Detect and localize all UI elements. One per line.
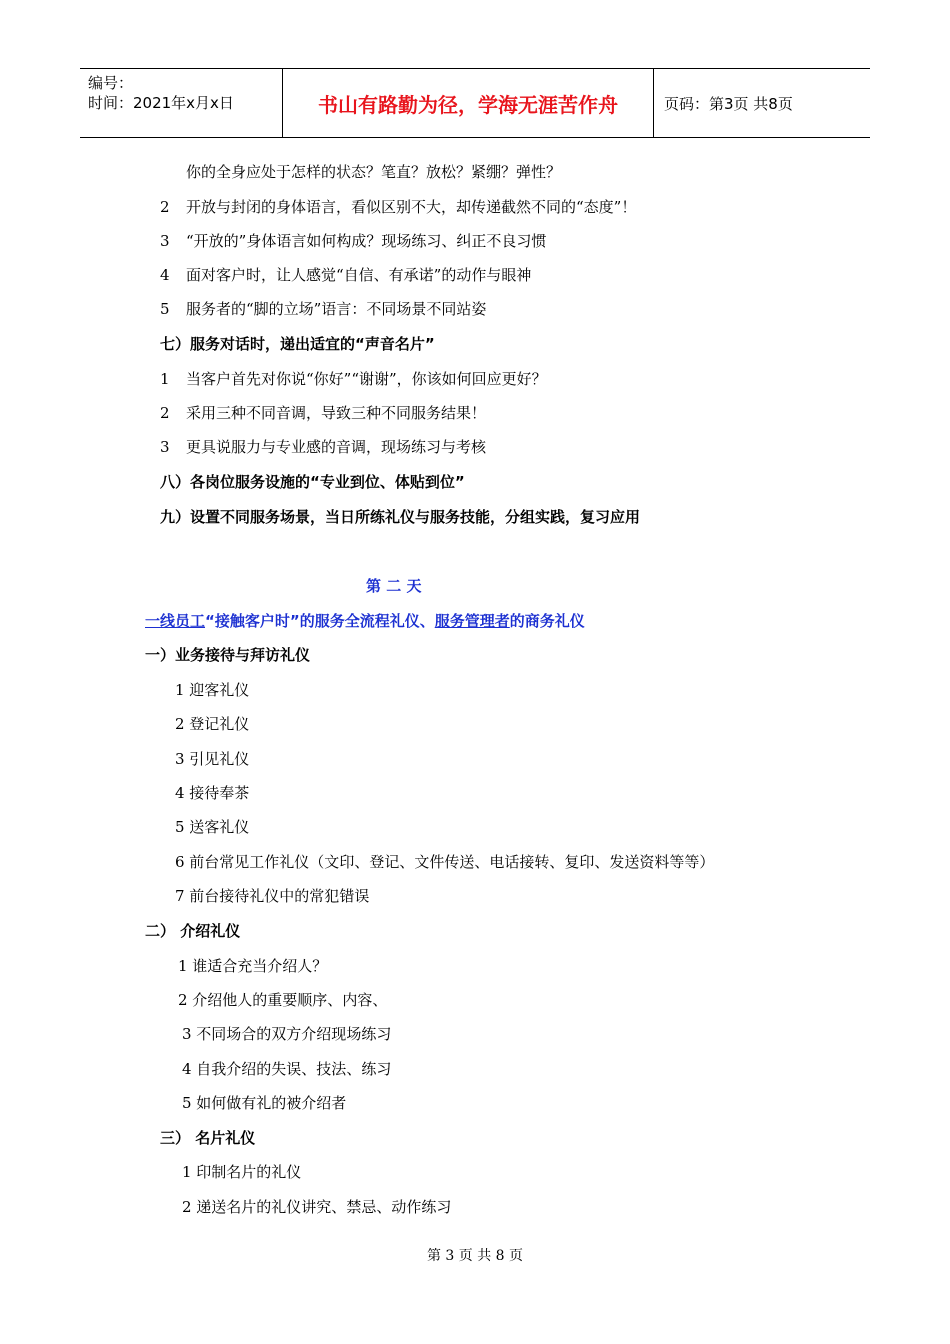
list-item: 3 不同场合的双方介绍现场练习: [182, 1025, 392, 1043]
number-label: 编号：: [88, 74, 134, 92]
body-line: 你的全身应处于怎样的状态？笔直？放松？紧绷？弹性？: [186, 163, 562, 181]
body-line: [160, 369, 547, 389]
body-line: [160, 231, 546, 251]
header-motto: 书山有路勤为径，学海无涯苦作舟: [282, 69, 654, 137]
item-number: 1: [160, 370, 170, 388]
list-item: 2 介绍他人的重要顺序、内容、: [178, 991, 388, 1009]
item-text: 采用三种不同音调，导致三种不同服务结果！: [186, 404, 487, 422]
item-number: 3: [160, 438, 170, 456]
body-line: [160, 299, 486, 319]
time-label: 时间：2021年x月x日: [88, 94, 234, 112]
body-line: [160, 403, 486, 423]
item-number: 2: [160, 198, 170, 216]
list-item: 7 前台接待礼仪中的常犯错误: [175, 887, 370, 905]
subtitle-text: “接触客户时”的服务全流程礼仪、: [205, 612, 435, 630]
list-item: 1 迎客礼仪: [175, 681, 250, 699]
item-text: 更具说服力与专业感的音调，现场练习与考核: [186, 438, 487, 456]
item-text: 当客户首先对你说“你好”“谢谢”，你该如何回应更好？: [186, 370, 547, 388]
item-text: 开放与封闭的身体语言，看似区别不大，却传递截然不同的“态度”！: [186, 198, 637, 216]
list-item: 1 谁适合充当介绍人？: [178, 957, 328, 975]
item-number: 4: [160, 266, 170, 284]
item-text: 面对客户时，让人感觉“自信、有承诺”的动作与眼神: [186, 266, 532, 284]
day-two-heading: 第 二 天: [366, 577, 422, 595]
list-item: 5 送客礼仪: [175, 818, 250, 836]
group-heading-1: 一）业务接待与拜访礼仪: [145, 646, 311, 664]
list-item: 4 自我介绍的失误、技法、练习: [182, 1060, 392, 1078]
body-line: [160, 265, 531, 285]
group-heading-2: 二） 介绍礼仪: [145, 922, 241, 940]
list-item: 1 印制名片的礼仪: [182, 1163, 302, 1181]
subtitle-link-managers[interactable]: 服务管理者: [434, 612, 510, 630]
list-item: 3 引见礼仪: [175, 750, 250, 768]
body-line: [160, 437, 486, 457]
list-item: 4 接待奉茶: [175, 784, 250, 802]
header-left-cell: [80, 69, 282, 137]
item-number: 2: [160, 404, 170, 422]
section-heading-9: 九）设置不同服务场景，当日所练礼仪与服务技能，分组实践，复习应用: [160, 508, 641, 526]
item-text: 服务者的“脚的立场”语言：不同场景不同站姿: [186, 300, 487, 318]
item-text: “开放的”身体语言如何构成？现场练习、纠正不良习惯: [186, 232, 547, 250]
group-heading-3: 三） 名片礼仪: [160, 1129, 256, 1147]
header-page-label: 页码：第3页 共8页: [664, 94, 793, 113]
list-item: 5 如何做有礼的被介绍者: [182, 1094, 347, 1112]
item-number: 5: [160, 300, 170, 318]
subtitle-text: 的商务礼仪: [509, 612, 585, 630]
page-header: [80, 68, 870, 138]
list-item: 2 登记礼仪: [175, 715, 250, 733]
section-heading-8: 八）各岗位服务设施的“专业到位、体贴到位”: [160, 473, 465, 491]
subtitle-link-frontline[interactable]: 一线员工: [145, 612, 206, 630]
body-line: [160, 197, 636, 217]
section-heading-7: 七）服务对话时，递出适宜的“声音名片”: [160, 335, 435, 353]
page-footer: 第 3 页 共 8 页: [426, 1248, 524, 1264]
day-two-subtitle: [145, 611, 585, 631]
item-number: 3: [160, 232, 170, 250]
list-item: 2 递送名片的礼仪讲究、禁忌、动作练习: [182, 1198, 452, 1216]
list-item: 6 前台常见工作礼仪（文印、登记、文件传送、电话接转、复印、发送资料等等）: [175, 853, 715, 871]
